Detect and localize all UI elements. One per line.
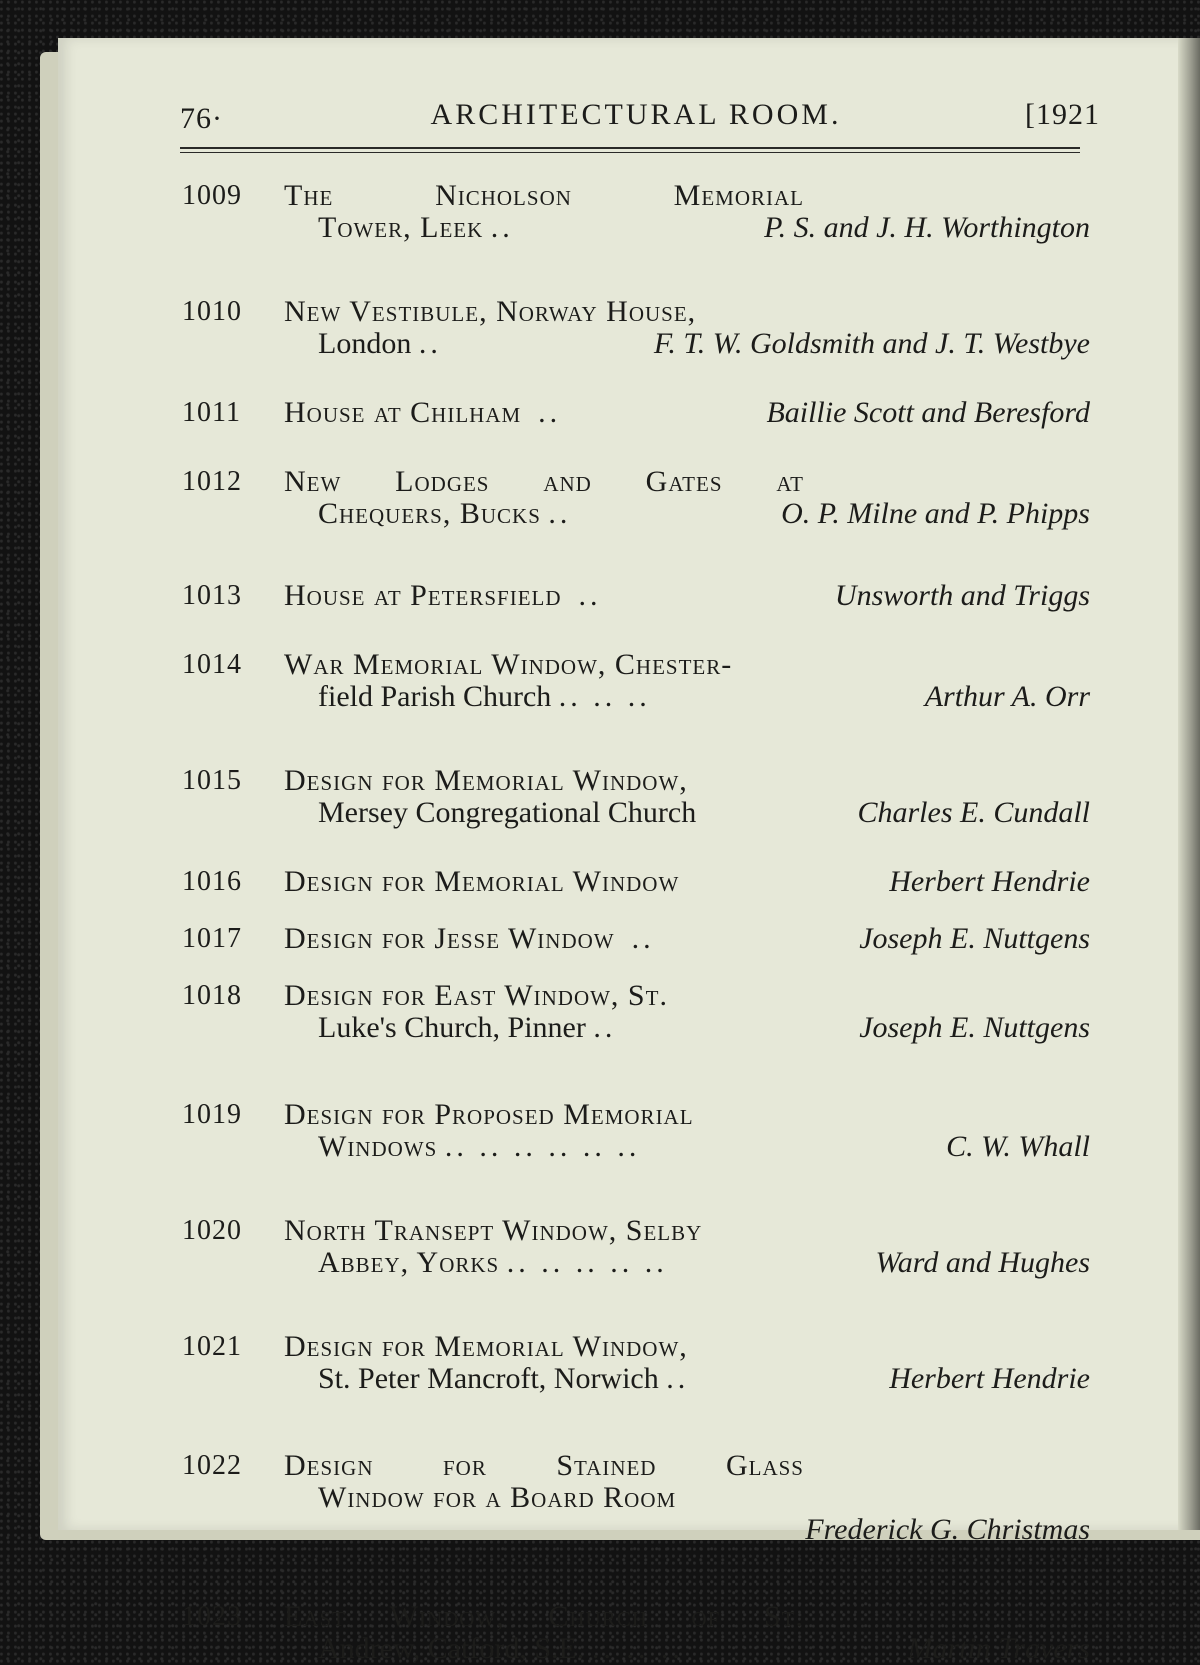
catalogue-entry [182,180,1090,244]
entry-title-line-2 [284,1131,1090,1163]
entry-title-line-1 [284,180,804,212]
title-continuation: Abbey, Yorks [318,1246,500,1279]
catalogue-entry [182,1450,1090,1546]
leader-dots: .. [631,922,655,955]
title-word: for [442,1449,487,1482]
entry-title-line-2 [284,681,1090,713]
header-rule-thick [180,147,1080,149]
catalogue-entry [182,866,1090,898]
title-word: Lodges [395,465,490,498]
title-word: of [691,1600,721,1633]
entry-title-block [284,1601,1090,1665]
catalogue-entry [182,1099,1090,1163]
artist-name: Charles E. Cundall [857,796,1090,829]
title-continuation: Windows [318,1130,438,1163]
entry-title-block [284,1331,1090,1395]
entry-title-line-2 [284,797,1090,829]
entry-title-line-2 [284,1247,1090,1279]
entry-title-block [284,649,1090,713]
entry-title-line-1 [284,1450,804,1482]
title-word: Window, [389,1600,505,1633]
artist-name: C. W. Whall [946,1130,1090,1163]
entry-title-line-2 [284,1363,1090,1395]
entry-title-line-1: Design for Proposed Memorial [284,1098,694,1131]
leader-dots: .. .. .. [558,680,651,713]
catalogue-entry [182,1331,1090,1395]
title-continuation: Luke's Church, Pinner [318,1011,586,1044]
catalogue-number: 1012 [182,466,242,497]
leader-dots: .. [578,579,602,612]
leader-dots: .. [666,1362,690,1395]
catalogue-number: 1023 [182,1601,242,1632]
entry-title-block [284,765,1090,829]
catalogue-number: 1016 [182,866,242,897]
entry-title-line-2 [284,1012,1090,1044]
leader-dots: .. .. .. .. .. .. [444,1130,641,1163]
entry-title-line-1: War Memorial Window, Chester- [284,648,733,681]
book-spine [1178,38,1200,1530]
title-word: St. [763,1600,804,1633]
title-word: at [776,465,804,498]
title-word: Nicholson [435,179,572,212]
title-word: Memorial [673,179,804,212]
catalogue-entries [182,170,1090,1665]
title-continuation: Chequers, Bucks [318,497,541,530]
title-continuation: London [318,327,412,360]
entry-title-line-1: Design for Memorial Window, [284,1330,688,1363]
artist-name: F. T. W. Goldsmith and J. T. Westbye [653,327,1090,360]
title-word: New [284,465,342,498]
entry-title-line-2 [284,328,1090,360]
entry-title-block [284,296,1090,360]
artist-name: Joseph E. Nuttgens [859,922,1090,955]
leader-dots: .. [538,396,562,429]
entry-title-block [284,180,1090,244]
entry-title-line-1 [284,466,804,498]
entry-title-block [284,980,1090,1044]
year-tag: [1921 [1025,98,1100,131]
title-continuation: Andrew, Catford, S.E. [318,1632,585,1665]
entry-title-line-1: House at Petersfield .. [284,579,602,612]
artist-name: O. P. Milne and P. Phipps [781,497,1090,530]
title-word: Stained [556,1449,657,1482]
entry-title-line-1 [284,1601,804,1633]
entry-title-line-2 [284,498,1090,530]
page-header [180,98,1100,138]
entry-title-line-2 [284,212,1090,244]
artist-name: P. S. and J. H. Worthington [764,211,1090,244]
catalogue-entry [182,1215,1090,1279]
artist-name: Baillie Scott and Beresford [766,396,1090,429]
catalogue-number: 1020 [182,1215,242,1246]
entry-title-line-2 [284,1633,1090,1665]
artist-name: Joseph E. Nuttgens [859,1011,1090,1044]
title-continuation: Tower, Leek [318,211,484,244]
catalogue-number: 1021 [182,1331,242,1362]
title-word: Design [284,1449,374,1482]
entry-title-line-1: New Vestibule, Norway House, [284,295,697,328]
catalogue-number: 1013 [182,580,242,611]
artist-name: Herbert Hendrie [889,1362,1090,1395]
leader-dots: .. .. .. [591,1632,684,1665]
catalogue-entry [182,765,1090,829]
leader-dots: .. [593,1011,617,1044]
catalogue-number: 1015 [182,765,242,796]
catalogue-number: 1011 [182,397,241,428]
entry-title-block [284,1099,1090,1163]
catalogue-number: 1009 [182,180,242,211]
catalogue-entry [182,296,1090,360]
artist-name: Arthur A. Orr [924,680,1090,713]
catalogue-entry [182,397,1090,429]
leader-dots: .. .. .. .. .. [506,1246,668,1279]
page-number: 76· [180,102,223,135]
catalogue-entry [182,649,1090,713]
title-word: Gates [645,465,723,498]
catalogue-entry [182,466,1090,530]
catalogue-number: 1014 [182,649,242,680]
catalogue-number: 1022 [182,1450,242,1481]
entry-title-block [284,1215,1090,1279]
title-continuation: St. Peter Mancroft, Norwich [318,1362,659,1395]
catalogue-entry [182,580,1090,612]
artist-name: Martin Travers [907,1632,1090,1665]
title-continuation: Mersey Congregational Church [318,796,697,829]
title-word: The [284,179,334,212]
artist-name: Herbert Hendrie [889,865,1090,898]
entry-title-line-1: Design for Memorial Window, [284,764,688,797]
artist-name: Unsworth and Triggs [834,579,1090,612]
running-title: ARCHITECTURAL ROOM. [430,98,842,131]
catalogue-number: 1018 [182,980,242,1011]
title-continuation: field Parish Church [318,680,552,713]
title-word: Church [548,1600,648,1633]
header-rule-thin [180,152,1080,153]
catalogue-number: 1010 [182,296,242,327]
entry-title-line-1: House at Chilham .. [284,396,562,429]
title-word: East [284,1600,346,1633]
leader-dots: .. [418,327,442,360]
catalogue-number: 1019 [182,1099,242,1130]
catalogue-entry [182,980,1090,1044]
entry-title-line-1: Design for East Window, St. [284,979,668,1012]
artist-name: Frederick G. Christmas [805,1513,1090,1546]
entry-title-line-1: Design for Memorial Window [284,865,680,898]
entry-title-line-1: Design for Jesse Window .. [284,922,655,955]
title-word: Glass [725,1449,804,1482]
catalogue-entry [182,1601,1090,1665]
entry-title-line-2: Window for a Board Room [318,1481,677,1514]
catalogue-number: 1017 [182,923,242,954]
leader-dots: .. [548,497,572,530]
leader-dots: .. [490,211,514,244]
artist-name: Ward and Hughes [875,1246,1090,1279]
catalogue-entry [182,923,1090,955]
title-word: and [543,465,592,498]
entry-title-line-1: North Transept Window, Selby [284,1214,703,1247]
entry-title-block [284,466,1090,530]
